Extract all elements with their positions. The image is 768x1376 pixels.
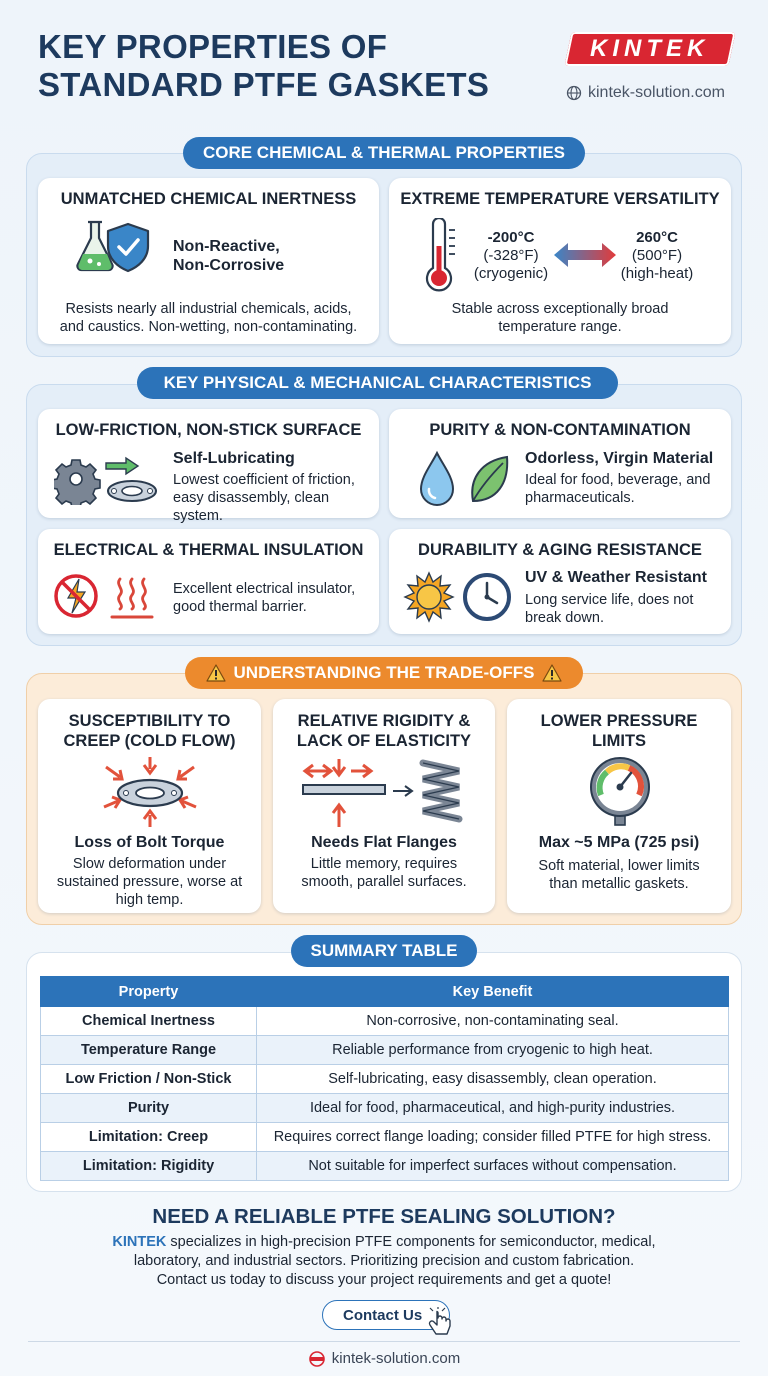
header-website[interactable] — [566, 84, 725, 102]
creep-desc-line-2: sustained pressure, worse at — [56, 874, 243, 890]
cta-body — [60, 1233, 708, 1290]
col-property: Property — [41, 977, 257, 1007]
rigidity-title-line-2: LACK OF ELASTICITY — [296, 732, 472, 750]
cta-brand[interactable]: KINTEK — [112, 1234, 167, 1250]
low-temp-c: -200°C — [487, 229, 535, 246]
pressure-title — [507, 711, 731, 751]
warning-icon — [206, 664, 226, 682]
row-benefit: Requires correct flange loading; consider filled PTFE for high stress. — [257, 1123, 729, 1152]
rigidity-desc — [273, 855, 495, 891]
durability-highlight: UV & Weather Resistant — [525, 569, 707, 586]
rigidity-title-line-1: RELATIVE RIGIDITY & — [297, 712, 471, 730]
title-line-1: KEY PROPERTIES OF — [38, 28, 388, 65]
low-temp — [471, 229, 551, 283]
pressure-card — [507, 699, 731, 913]
insulation-desc-line-1: Excellent electrical insulator, — [173, 581, 356, 597]
contact-us-button[interactable] — [322, 1300, 450, 1330]
chemical-highlight — [173, 237, 284, 275]
durability-desc — [525, 591, 693, 627]
friction-desc-line-2: easy disassembly, clean system. — [173, 490, 330, 524]
row-property: Limitation: Rigidity — [41, 1152, 257, 1181]
double-arrow-icon — [552, 241, 618, 269]
tradeoffs-heading — [185, 657, 583, 689]
rigidity-desc-line-1: Little memory, requires — [310, 856, 458, 872]
creep-title-line-2: CREEP (COLD FLOW) — [63, 732, 236, 750]
electric-heat-icon — [52, 569, 162, 623]
table-header-row — [41, 977, 729, 1007]
insulation-title: ELECTRICAL & THERMAL INSULATION — [53, 541, 364, 559]
chemical-desc — [38, 300, 379, 336]
cta-title: NEED A RELIABLE PTFE SEALING SOLUTION? — [152, 1205, 616, 1228]
row-property: Limitation: Creep — [41, 1123, 257, 1152]
footer-divider — [28, 1341, 740, 1342]
purity-card — [389, 409, 731, 518]
temperature-desc-line-2: temperature range. — [498, 319, 622, 335]
cta-line-3: Contact us today to discuss your project requirements and get a quote! — [156, 1272, 612, 1288]
table-row — [41, 1036, 729, 1065]
row-property: Purity — [41, 1094, 257, 1123]
row-benefit: Not suitable for imperfect surfaces without compensation. — [257, 1152, 729, 1181]
thermometer-icon — [423, 218, 463, 294]
low-temp-label: (cryogenic) — [473, 265, 549, 282]
rigidity-card — [273, 699, 495, 913]
row-property: Low Friction / Non-Stick — [41, 1065, 257, 1094]
pressure-title-line-1: LOWER PRESSURE — [540, 712, 698, 730]
chemical-desc-line-2: and caustics. Non-wetting, non-contaminating. — [59, 319, 358, 335]
creep-desc — [38, 855, 261, 909]
table-row — [41, 1094, 729, 1123]
durability-card — [389, 529, 731, 634]
pressure-gauge-icon — [587, 755, 653, 827]
durability-desc-line-2: break down. — [525, 610, 604, 626]
row-benefit: Self-lubricating, easy disassembly, clean operation. — [257, 1065, 729, 1094]
temperature-desc — [389, 300, 731, 336]
footer[interactable] — [0, 1350, 768, 1367]
purity-desc — [525, 471, 710, 507]
friction-desc — [173, 471, 379, 525]
row-property: Temperature Range — [41, 1036, 257, 1065]
chemical-highlight-line-2: Non-Corrosive — [173, 257, 285, 274]
durability-title: DURABILITY & AGING RESISTANCE — [418, 541, 702, 559]
chemical-desc-line-1: Resists nearly all industrial chemicals, acids, — [65, 301, 352, 317]
core-heading: CORE CHEMICAL & THERMAL PROPERTIES — [183, 137, 585, 169]
chemical-title: UNMATCHED CHEMICAL INERTNESS — [60, 190, 357, 208]
pointer-hand-icon — [427, 1307, 453, 1337]
creep-title — [38, 711, 261, 751]
globe-icon — [566, 85, 582, 101]
footer-website: kintek-solution.com — [331, 1350, 461, 1367]
durability-desc-line-1: Long service life, does not — [525, 592, 694, 608]
creep-highlight: Loss of Bolt Torque — [74, 834, 225, 851]
purity-desc-line-1: Ideal for food, beverage, and — [525, 472, 711, 488]
pressure-highlight: Max ~5 MPa (725 psi) — [538, 834, 700, 851]
gasket-compression-icon — [100, 755, 200, 829]
cta-line-2: laboratory, and industrial sectors. Prioritizing precision and custom fabrication. — [133, 1253, 635, 1269]
creep-desc-line-3: high temp. — [115, 892, 184, 908]
summary-heading: SUMMARY TABLE — [291, 935, 477, 967]
physical-heading: KEY PHYSICAL & MECHANICAL CHARACTERISTICS — [137, 367, 618, 399]
page-title — [38, 28, 489, 104]
summary-table — [40, 976, 729, 1181]
table-row — [41, 1065, 729, 1094]
droplet-leaf-icon — [415, 449, 515, 511]
cta-line-1-rest: specializes in high-precision PTFE components for semiconductor, medical, — [166, 1234, 656, 1250]
kintek-mini-logo-icon — [308, 1351, 326, 1367]
temperature-card — [389, 178, 731, 344]
gear-gasket-icon — [54, 453, 158, 505]
chemical-highlight-line-1: Non-Reactive, — [173, 238, 280, 255]
rigidity-desc-line-2: smooth, parallel surfaces. — [301, 874, 467, 890]
rigidity-title — [273, 711, 495, 751]
cta-line-1 — [60, 1233, 708, 1252]
row-benefit: Ideal for food, pharmaceutical, and high-purity industries. — [257, 1094, 729, 1123]
low-temp-f: (-328°F) — [483, 247, 539, 264]
friction-card — [38, 409, 379, 524]
table-row — [41, 1123, 729, 1152]
pressure-desc — [507, 857, 731, 893]
tradeoffs-heading-text: UNDERSTANDING THE TRADE-OFFS — [233, 663, 535, 682]
high-temp-f: (500°F) — [631, 247, 683, 264]
logo-text: KINTEK — [590, 35, 710, 62]
friction-title: LOW-FRICTION, NON-STICK SURFACE — [55, 421, 362, 439]
creep-title-line-1: SUSCEPTIBILITY TO — [68, 712, 231, 730]
warning-icon — [542, 664, 562, 682]
creep-card — [38, 699, 261, 913]
temperature-desc-line-1: Stable across exceptionally broad — [451, 301, 669, 317]
purity-highlight: Odorless, Virgin Material — [525, 450, 714, 467]
row-benefit: Non-corrosive, non-contaminating seal. — [257, 1007, 729, 1036]
row-property: Chemical Inertness — [41, 1007, 257, 1036]
spring-flange-icon — [299, 757, 469, 829]
chemical-card — [38, 178, 379, 344]
sun-clock-icon — [403, 569, 515, 625]
insulation-desc-line-2: good thermal barrier. — [173, 599, 307, 615]
purity-title: PURITY & NON-CONTAMINATION — [429, 421, 691, 439]
friction-highlight: Self-Lubricating — [173, 450, 295, 467]
flask-shield-icon — [72, 218, 154, 274]
title-line-2: STANDARD PTFE GASKETS — [38, 66, 490, 103]
high-temp-label: (high-heat) — [620, 265, 694, 282]
temperature-title: EXTREME TEMPERATURE VERSATILITY — [400, 190, 720, 208]
kintek-logo[interactable] — [564, 32, 735, 66]
table-row — [41, 1007, 729, 1036]
header-website-text: kintek-solution.com — [588, 84, 725, 101]
table-row — [41, 1152, 729, 1181]
insulation-card — [38, 529, 379, 634]
insulation-desc — [173, 580, 355, 616]
creep-desc-line-1: Slow deformation under — [72, 856, 227, 872]
contact-us-label: Contact Us — [343, 1306, 423, 1324]
high-temp — [615, 229, 699, 283]
pressure-desc-line-1: Soft material, lower limits — [538, 858, 700, 874]
purity-desc-line-2: pharmaceuticals. — [525, 490, 635, 506]
high-temp-c: 260°C — [636, 229, 678, 246]
row-benefit: Reliable performance from cryogenic to high heat. — [257, 1036, 729, 1065]
friction-desc-line-1: Lowest coefficient of friction, — [173, 472, 355, 488]
pressure-title-line-2: LIMITS — [591, 732, 647, 750]
header — [0, 0, 768, 120]
rigidity-highlight: Needs Flat Flanges — [311, 834, 457, 851]
col-benefit: Key Benefit — [257, 977, 729, 1007]
pressure-desc-line-2: than metallic gaskets. — [549, 876, 689, 892]
